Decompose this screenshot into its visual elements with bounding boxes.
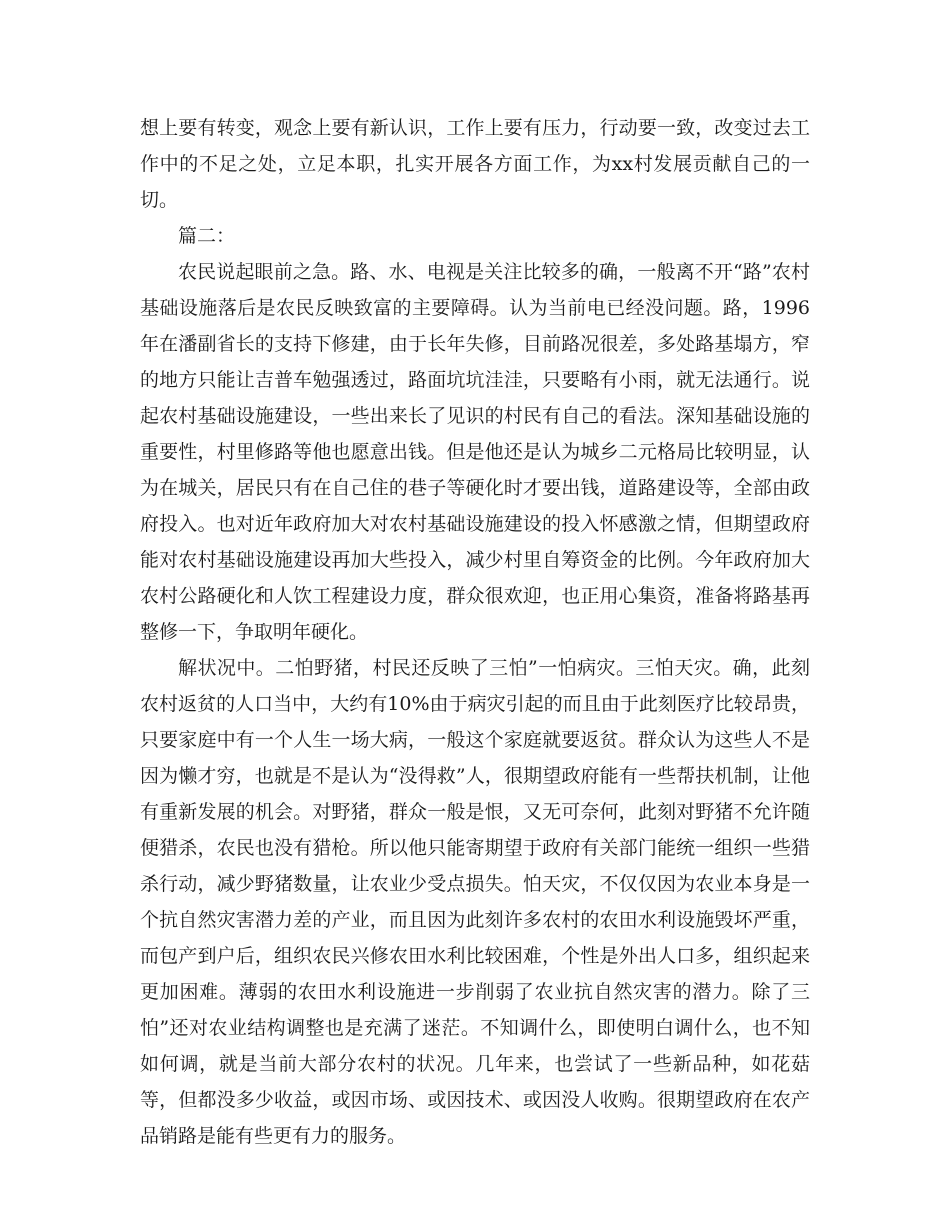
document-page (140, 110, 810, 1154)
paragraph-continuation: 想上要有转变，观念上要有新认识，工作上要有压力，行动要一致，改变过去工作中的不足之处，立足本职，扎实开展各方面工作，为xx村发展贡献自己的一切。 (140, 117, 810, 211)
paragraph-roads: 农民说起眼前之急。路、水、电视是关注比较多的确，一般离不开“路”农村基础设施落后是农民反映致富的主要障碍。认为当前电已经没问题。路，1996年在潘副省长的支持下修建，由于长年失修，目前路况很差，多处路基塌方，窄的地方只能让吉普车勉强透过，路面坑坑洼洼，只要略有小雨，就无法通行。说起农村基础设施建设，一些出来长了见识的村民有自己的看法。深知基础设施的重要性，村里修路等他也愿意出钱。但是他还是认为城乡二元格局比较明显，认为在城关，居民只有在自己住的巷子等硬化时才要出钱，道路建设等，全部由政府投入。也对近年政府加大对农村基础设施建设的投入怀感激之情，但期望政府能对农村基础设施建设再加大些投入，减少村里自筹资金的比例。今年政府加大农村公路硬化和人饮工程建设力度，群众很欢迎，也正用心集资，准备将路基再整修一下，争取明年硬化。 (140, 261, 810, 643)
section-heading: 篇二： (178, 225, 236, 247)
paragraph-three-fears: 解状况中。二怕野猪，村民还反映了三怕”一怕病灾。三怕天灾。确，此刻农村返贫的人口当中，大约有10%由于病灾引起的而且由于此刻医疗比较昂贵，只要家庭中有一个人生一场大病，一般这个家庭就要返贫。群众认为这些人不是因为懒才穷，也就是不是认为“没得救”人，很期望政府能有一些帮扶机制，让他有重新发展的机会。对野猪，群众一般是恨，又无可奈何，此刻对野猪不允许随便猎杀，农民也没有猎枪。所以他只能寄期望于政府有关部门能统一组织一些猎杀行动，减少野猪数量，让农业少受点损失。怕天灾，不仅仅因为农业本身是一个抗自然灾害潜力差的产业，而且因为此刻许多农村的农田水利设施毁坏严重，而包产到户后，组织农民兴修农田水利比较困难，个性是外出人口多，组织起来更加困难。薄弱的农田水利设施进一步削弱了农业抗自然灾害的潜力。除了三怕”还对农业结构调整也是充满了迷茫。不知调什么，即使明白调什么，也不知如何调，就是当前大部分农村的状况。几年来，也尝试了一些新品种，如花菇等，但都没多少收益，或因市场、或因技术、或因没人收购。很期望政府在农产品销路是能有些更有力的服务。 (140, 657, 810, 1147)
